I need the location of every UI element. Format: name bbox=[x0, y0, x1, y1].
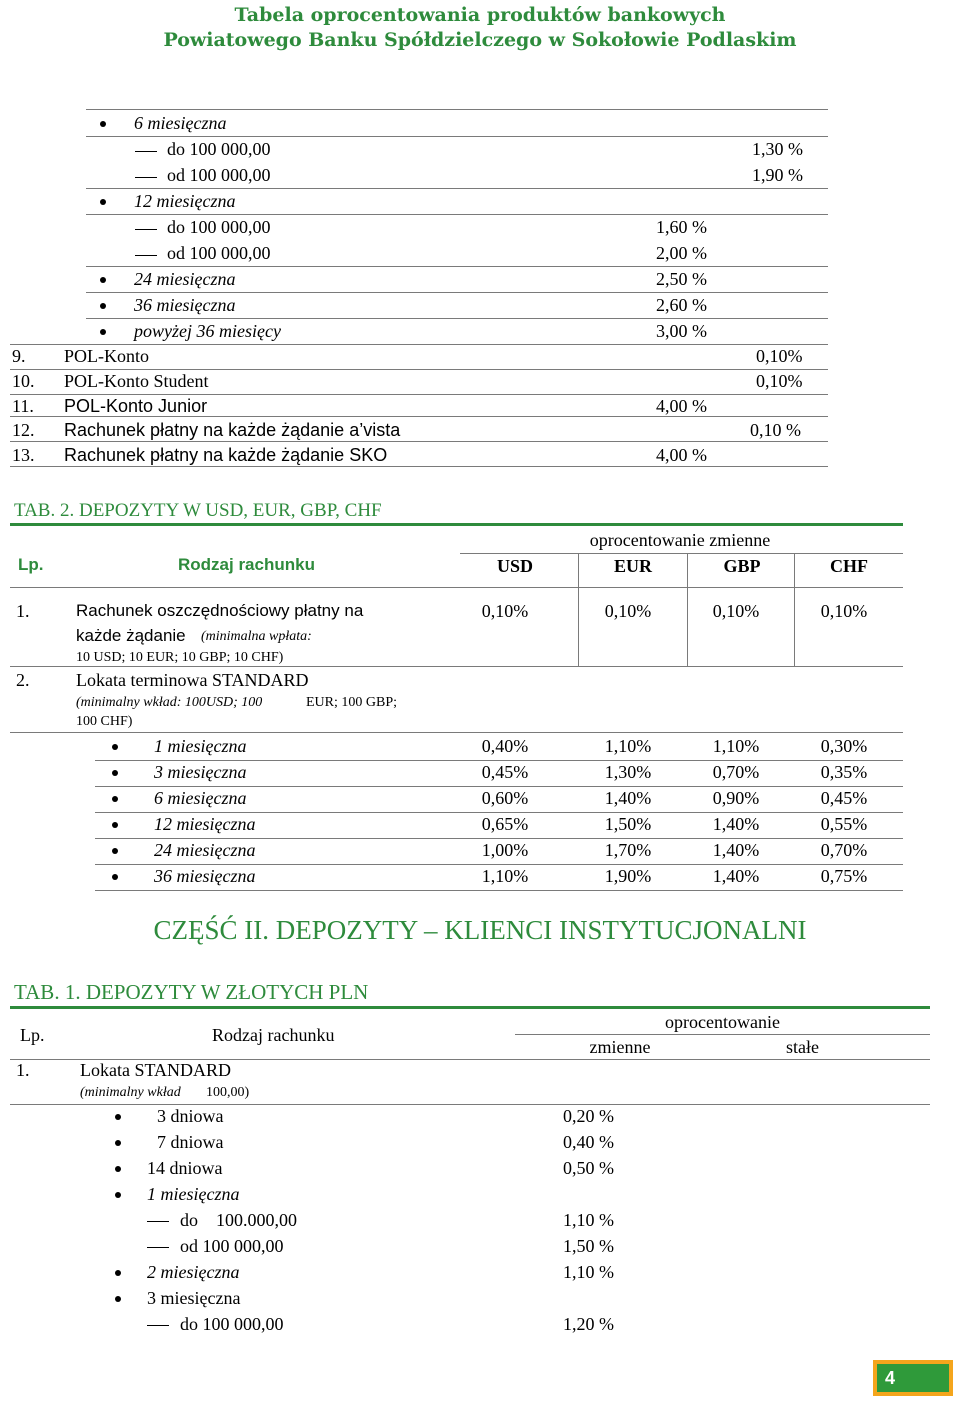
table-rule bbox=[10, 666, 903, 667]
account-note: (minimalny wkład bbox=[80, 1085, 181, 1100]
table-rule bbox=[10, 587, 903, 588]
rate-value: 1,60 % bbox=[656, 217, 707, 237]
rate-value: 0,10% bbox=[756, 346, 803, 366]
bullet-icon bbox=[100, 303, 106, 309]
bullet-icon bbox=[100, 329, 106, 335]
rate-value: 0,10% bbox=[481, 601, 529, 621]
dash-icon bbox=[135, 229, 157, 230]
column-header-lp: Lp. bbox=[18, 555, 44, 574]
row-number: 13. bbox=[12, 445, 35, 465]
table-rule bbox=[460, 553, 903, 554]
list-item: powyżej 36 miesięcy bbox=[134, 321, 281, 341]
bullet-icon bbox=[100, 277, 106, 283]
bullet-icon bbox=[115, 1114, 121, 1120]
row-number: 10. bbox=[12, 371, 35, 391]
table-rule bbox=[86, 188, 828, 189]
table-rule bbox=[515, 1034, 930, 1035]
account-note: EUR; 100 GBP; bbox=[306, 695, 398, 710]
account-name: Rachunek oszczędnościowy płatny na bbox=[76, 601, 364, 620]
list-item: 7 dniowa bbox=[157, 1132, 224, 1152]
rate-value: 0,10% bbox=[820, 601, 868, 621]
row-number: 2. bbox=[16, 670, 30, 690]
list-item: od 100 000,00 bbox=[180, 1236, 284, 1256]
rate-value: 3,00 % bbox=[656, 321, 707, 341]
rate-value: 1,10 % bbox=[563, 1262, 614, 1282]
bullet-icon bbox=[115, 1140, 121, 1146]
part-title: CZĘŚĆ II. DEPOZYTY – KLIENCI INSTYTUCJONALNI bbox=[153, 915, 807, 945]
bullet-icon bbox=[112, 770, 118, 776]
table-rule bbox=[10, 1104, 930, 1105]
list-item: 1 miesięczna bbox=[147, 1184, 240, 1204]
column-header-chf: CHF bbox=[830, 556, 868, 576]
account-note: 100 CHF) bbox=[76, 714, 133, 729]
section-rule bbox=[10, 1006, 930, 1009]
rate-value: 1,20 % bbox=[563, 1314, 614, 1334]
account-name: POL-Konto bbox=[64, 346, 149, 366]
page-number-box bbox=[873, 1360, 953, 1396]
rate-value: 1,50 % bbox=[563, 1236, 614, 1256]
rate-value: 0,65% bbox=[481, 814, 529, 834]
rate-value: 0,10% bbox=[756, 371, 803, 391]
row-number: 9. bbox=[12, 346, 26, 366]
table-rule bbox=[86, 214, 828, 215]
account-note: (minimalna wpłata: bbox=[201, 629, 312, 644]
bullet-icon bbox=[115, 1270, 121, 1276]
column-header-gbp: GBP bbox=[723, 556, 761, 576]
rate-value: 0,70% bbox=[712, 762, 760, 782]
term-label: 3 miesięczna bbox=[154, 762, 247, 782]
term-label: 36 miesięczna bbox=[154, 866, 256, 886]
list-item: 6 miesięczna bbox=[134, 113, 227, 133]
rate-value: 1,70% bbox=[604, 840, 652, 860]
table-rule bbox=[95, 838, 903, 839]
rate-value: 4,00 % bbox=[656, 396, 707, 416]
list-item: do bbox=[180, 1210, 198, 1230]
bullet-icon bbox=[115, 1192, 121, 1198]
account-name: Rachunek płatny na każde żądanie a’vista bbox=[64, 420, 401, 440]
bullet-icon bbox=[115, 1296, 121, 1302]
bullet-icon bbox=[100, 121, 106, 127]
list-item: 12 miesięczna bbox=[134, 191, 236, 211]
list-item: 14 dniowa bbox=[147, 1158, 223, 1178]
list-item: 3 miesięczna bbox=[147, 1288, 241, 1308]
rate-value: 1,10% bbox=[481, 866, 529, 886]
rate-value: 0,50 % bbox=[563, 1158, 614, 1178]
table-rule bbox=[86, 266, 828, 267]
rate-value: 0,45% bbox=[481, 762, 529, 782]
bullet-icon bbox=[112, 822, 118, 828]
account-name: Rachunek płatny na każde żądanie SKO bbox=[64, 445, 388, 465]
section-rule bbox=[10, 523, 903, 526]
table-rule bbox=[86, 318, 828, 319]
dash-icon bbox=[135, 177, 157, 178]
column-group-header: oprocentowanie bbox=[665, 1012, 780, 1032]
rate-value: 0,40 % bbox=[563, 1132, 614, 1152]
rate-value: 2,50 % bbox=[656, 269, 707, 289]
bullet-icon bbox=[112, 848, 118, 854]
header-line1: Tabela oprocentowania produktów bankowych bbox=[234, 4, 726, 26]
account-note: 100,00) bbox=[206, 1085, 250, 1100]
column-header-stale: stałe bbox=[786, 1037, 819, 1057]
column-header-lp: Lp. bbox=[20, 1025, 45, 1045]
rate-value: 1,40% bbox=[712, 840, 760, 860]
rate-value: 2,00 % bbox=[656, 243, 707, 263]
section-title: TAB. 2. DEPOZYTY W USD, EUR, GBP, CHF bbox=[14, 500, 382, 521]
account-note: (minimalny wkład: 100USD; 100 bbox=[76, 695, 263, 710]
list-item: 36 miesięczna bbox=[134, 295, 236, 315]
rate-value: 0,75% bbox=[820, 866, 868, 886]
account-name: POL-Konto Junior bbox=[64, 396, 208, 416]
row-number: 1. bbox=[16, 601, 30, 621]
list-item: 3 dniowa bbox=[157, 1106, 224, 1126]
bullet-icon bbox=[115, 1166, 121, 1172]
rate-value: 0,10 % bbox=[750, 420, 801, 440]
table-rule bbox=[10, 732, 903, 733]
list-item: 24 miesięczna bbox=[134, 269, 236, 289]
bullet-icon bbox=[112, 796, 118, 802]
rate-value: 0,55% bbox=[820, 814, 868, 834]
table-rule bbox=[95, 812, 903, 813]
term-label: 12 miesięczna bbox=[154, 814, 256, 834]
table-rule bbox=[95, 786, 903, 787]
rate-value: 0,45% bbox=[820, 788, 868, 808]
account-name: Lokata terminowa STANDARD bbox=[76, 670, 309, 690]
dash-icon bbox=[135, 255, 157, 256]
row-number: 12. bbox=[12, 420, 35, 440]
term-label: 24 miesięczna bbox=[154, 840, 256, 860]
section-title: TAB. 1. DEPOZYTY W ZŁOTYCH PLN bbox=[14, 980, 369, 1004]
table-rule bbox=[10, 441, 828, 442]
rate-value: 1,50% bbox=[604, 814, 652, 834]
bullet-icon bbox=[100, 199, 106, 205]
list-item: do 100 000,00 bbox=[167, 217, 271, 237]
list-item: 100.000,00 bbox=[216, 1210, 297, 1230]
rate-value: 1,10 % bbox=[563, 1210, 614, 1230]
column-header-rodzaj: Rodzaj rachunku bbox=[178, 555, 315, 574]
header-line2: Powiatowego Banku Spółdzielczego w Sokołowie Podlaskim bbox=[163, 29, 797, 51]
table-rule bbox=[10, 394, 828, 395]
rate-value: 0,10% bbox=[604, 601, 652, 621]
rate-value: 1,10% bbox=[712, 736, 760, 756]
rate-value: 1,90 % bbox=[752, 165, 803, 185]
column-header-eur: EUR bbox=[613, 556, 652, 576]
bullet-icon bbox=[112, 874, 118, 880]
rate-value: 2,60 % bbox=[656, 295, 707, 315]
row-number: 11. bbox=[12, 396, 34, 416]
rate-value: 0,20 % bbox=[563, 1106, 614, 1126]
rate-value: 1,40% bbox=[712, 814, 760, 834]
list-item: od 100 000,00 bbox=[167, 243, 271, 263]
rate-value: 0,40% bbox=[481, 736, 529, 756]
term-label: 6 miesięczna bbox=[154, 788, 247, 808]
table-rule bbox=[10, 344, 828, 345]
table-rule bbox=[10, 369, 828, 370]
table-rule bbox=[95, 890, 903, 891]
table-rule bbox=[95, 864, 903, 865]
rate-value: 1,30 % bbox=[752, 139, 803, 159]
rate-value: 4,00 % bbox=[656, 445, 707, 465]
rate-value: 1,00% bbox=[481, 840, 529, 860]
rate-value: 1,10% bbox=[604, 736, 652, 756]
dash-icon bbox=[147, 1325, 169, 1326]
table-rule bbox=[10, 466, 828, 467]
rate-value: 0,35% bbox=[820, 762, 868, 782]
account-name: Lokata STANDARD bbox=[80, 1060, 232, 1080]
rate-value: 0,30% bbox=[820, 736, 868, 756]
list-item: do 100 000,00 bbox=[180, 1314, 284, 1334]
list-item: do 100 000,00 bbox=[167, 139, 271, 159]
account-name: POL-Konto Student bbox=[64, 371, 209, 391]
dash-icon bbox=[147, 1221, 169, 1222]
rate-value: 1,40% bbox=[712, 866, 760, 886]
list-item: od 100 000,00 bbox=[167, 165, 271, 185]
table-rule bbox=[86, 136, 828, 137]
account-note: 10 USD; 10 EUR; 10 GBP; 10 CHF) bbox=[76, 650, 284, 665]
column-header-rodzaj: Rodzaj rachunku bbox=[212, 1025, 335, 1045]
dash-icon bbox=[135, 151, 157, 152]
list-item: 2 miesięczna bbox=[147, 1262, 240, 1282]
column-header-usd: USD bbox=[496, 556, 533, 576]
rate-value: 0,70% bbox=[820, 840, 868, 860]
rate-value: 0,90% bbox=[712, 788, 760, 808]
rate-value: 1,30% bbox=[604, 762, 652, 782]
table-rule bbox=[95, 760, 903, 761]
table-rule bbox=[86, 109, 828, 110]
dash-icon bbox=[147, 1247, 169, 1248]
rate-value: 1,90% bbox=[604, 866, 652, 886]
rate-value: 1,40% bbox=[604, 788, 652, 808]
account-name: każde żądanie bbox=[76, 626, 186, 645]
page-number: 4 bbox=[885, 1368, 896, 1388]
rate-value: 0,10% bbox=[712, 601, 760, 621]
column-group-header: oprocentowanie zmienne bbox=[589, 530, 771, 550]
bullet-icon bbox=[112, 744, 118, 750]
table-rule bbox=[86, 292, 828, 293]
rate-value: 0,60% bbox=[481, 788, 529, 808]
row-number: 1. bbox=[16, 1060, 30, 1080]
column-header-zmienne: zmienne bbox=[589, 1037, 651, 1057]
term-label: 1 miesięczna bbox=[154, 736, 247, 756]
